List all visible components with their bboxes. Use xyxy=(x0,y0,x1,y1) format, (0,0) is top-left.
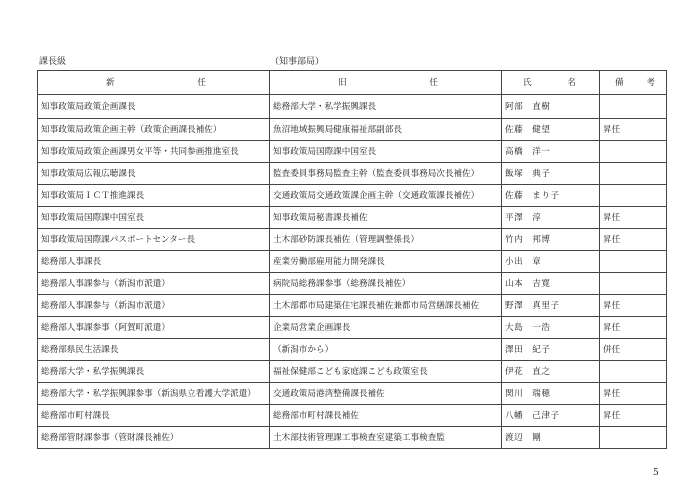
header-old-char-1: 旧 xyxy=(338,77,347,88)
name-cell: 佐藤 健望 xyxy=(502,119,600,141)
remarks-cell: 昇任 xyxy=(600,229,667,251)
old-position-cell: 交通政策局交通政策課企画主幹（交通政策課長補佐） xyxy=(270,185,502,207)
name-cell: 山本 吉寛 xyxy=(502,273,600,295)
remarks-cell: 昇任 xyxy=(600,295,667,317)
name-cell: 佐藤 まり子 xyxy=(502,185,600,207)
old-position-cell: 知事政策局国際課中国室長 xyxy=(270,141,502,163)
remarks-cell xyxy=(600,163,667,185)
old-position-cell: 福祉保健部こども家庭課こども政策室長 xyxy=(270,361,502,383)
new-position-cell: 知事政策局広報広聴課長 xyxy=(38,163,270,185)
table-row xyxy=(38,141,667,163)
new-position-cell: 知事政策局政策企画主幹（政策企画課長補佐） xyxy=(38,119,270,141)
header-name-char-2: 名 xyxy=(567,77,576,88)
new-position-cell: 総務部県民生活課長 xyxy=(38,339,270,361)
remarks-cell xyxy=(600,361,667,383)
remarks-cell xyxy=(600,141,667,163)
table-row xyxy=(38,229,667,251)
remarks-cell: 昇任 xyxy=(600,317,667,339)
header-row xyxy=(38,71,667,95)
old-position-cell: 土木部技術管理課工事検査室建築工事検査監 xyxy=(270,427,502,449)
new-position-cell: 総務部大学・私学振興課長 xyxy=(38,361,270,383)
table-row xyxy=(38,273,667,295)
remarks-cell: 昇任 xyxy=(600,207,667,229)
header-name xyxy=(502,71,600,95)
table-row xyxy=(38,427,667,449)
header-remarks xyxy=(600,71,667,95)
remarks-cell: 昇任 xyxy=(600,383,667,405)
old-position-cell: 企業局営業企画課長 xyxy=(270,317,502,339)
new-position-cell: 知事政策局政策企画課長 xyxy=(38,95,270,119)
old-position-cell: （新潟市から） xyxy=(270,339,502,361)
table-row xyxy=(38,295,667,317)
personnel-table xyxy=(37,70,667,449)
remarks-cell: 併任 xyxy=(600,339,667,361)
table-row xyxy=(38,207,667,229)
table-row xyxy=(38,185,667,207)
name-cell: 竹内 邦博 xyxy=(502,229,600,251)
new-position-cell: 知事政策局ＩＣＴ推進課長 xyxy=(38,185,270,207)
table-row xyxy=(38,361,667,383)
remarks-cell xyxy=(600,273,667,295)
table-row xyxy=(38,405,667,427)
remarks-cell: 昇任 xyxy=(600,405,667,427)
new-position-cell: 総務部市町村課長 xyxy=(38,405,270,427)
grade-label: 課長級 xyxy=(39,57,67,67)
old-position-cell: 交通政策局港湾整備課長補佐 xyxy=(270,383,502,405)
new-position-cell: 総務部人事課参与（新潟市派遣） xyxy=(38,273,270,295)
old-position-cell: 土木部都市局建築住宅課長補佐兼都市局営繕課長補佐 xyxy=(270,295,502,317)
table-row xyxy=(38,163,667,185)
header-old-position xyxy=(270,71,502,95)
name-cell: 八幡 己津子 xyxy=(502,405,600,427)
name-cell: 野澤 真里子 xyxy=(502,295,600,317)
old-position-cell: 監査委員事務局監査主幹（監査委員事務局次長補佐） xyxy=(270,163,502,185)
header-remarks-char-1: 備 xyxy=(615,77,624,88)
name-cell: 小出 章 xyxy=(502,251,600,273)
new-position-cell: 総務部人事課参与（新潟市派遣） xyxy=(38,295,270,317)
old-position-cell: 土木部砂防課長補佐（管理調整係長） xyxy=(270,229,502,251)
header-name-char-1: 氏 xyxy=(523,77,532,88)
header-remarks-char-2: 考 xyxy=(646,77,655,88)
header-new-position xyxy=(38,71,270,95)
table-row xyxy=(38,339,667,361)
new-position-cell: 総務部管財課参事（管財課長補佐） xyxy=(38,427,270,449)
new-position-cell: 知事政策局国際課パスポートセンター長 xyxy=(38,229,270,251)
table-row xyxy=(38,317,667,339)
remarks-cell xyxy=(600,427,667,449)
name-cell: 関川 瑞穂 xyxy=(502,383,600,405)
name-cell: 平澤 淳 xyxy=(502,207,600,229)
table-row xyxy=(38,95,667,119)
page-number: 5 xyxy=(653,468,659,478)
header-new-char-2: 任 xyxy=(197,77,206,88)
name-cell: 渡辺 剛 xyxy=(502,427,600,449)
remarks-cell xyxy=(600,95,667,119)
department-label: （知事部局） xyxy=(270,57,325,67)
new-position-cell: 総務部人事課長 xyxy=(38,251,270,273)
new-position-cell: 知事政策局国際課中国室長 xyxy=(38,207,270,229)
name-cell: 高橋 洋一 xyxy=(502,141,600,163)
table-row xyxy=(38,383,667,405)
remarks-cell: 昇任 xyxy=(600,119,667,141)
old-position-cell: 産業労働部雇用能力開発課長 xyxy=(270,251,502,273)
old-position-cell: 魚沼地域振興局健康福祉部副部長 xyxy=(270,119,502,141)
name-cell: 阿部 直樹 xyxy=(502,95,600,119)
remarks-cell xyxy=(600,185,667,207)
old-position-cell: 総務部市町村課長補佐 xyxy=(270,405,502,427)
header-new-char-1: 新 xyxy=(106,77,115,88)
table-row xyxy=(38,251,667,273)
new-position-cell: 総務部人事課参事（阿賀町派遣） xyxy=(38,317,270,339)
old-position-cell: 総務部大学・私学振興課長 xyxy=(270,95,502,119)
remarks-cell xyxy=(600,251,667,273)
table-row xyxy=(38,119,667,141)
name-cell: 伊花 直之 xyxy=(502,361,600,383)
old-position-cell: 知事政策局秘書課長補佐 xyxy=(270,207,502,229)
name-cell: 澤田 紀子 xyxy=(502,339,600,361)
name-cell: 大島 一浩 xyxy=(502,317,600,339)
new-position-cell: 総務部大学・私学振興課参事（新潟県立看護大学派遣） xyxy=(38,383,270,405)
name-cell: 飯塚 典子 xyxy=(502,163,600,185)
header-old-char-2: 任 xyxy=(429,77,438,88)
new-position-cell: 知事政策局政策企画課男女平等・共同参画推進室長 xyxy=(38,141,270,163)
old-position-cell: 病院局総務課参事（総務課長補佐） xyxy=(270,273,502,295)
